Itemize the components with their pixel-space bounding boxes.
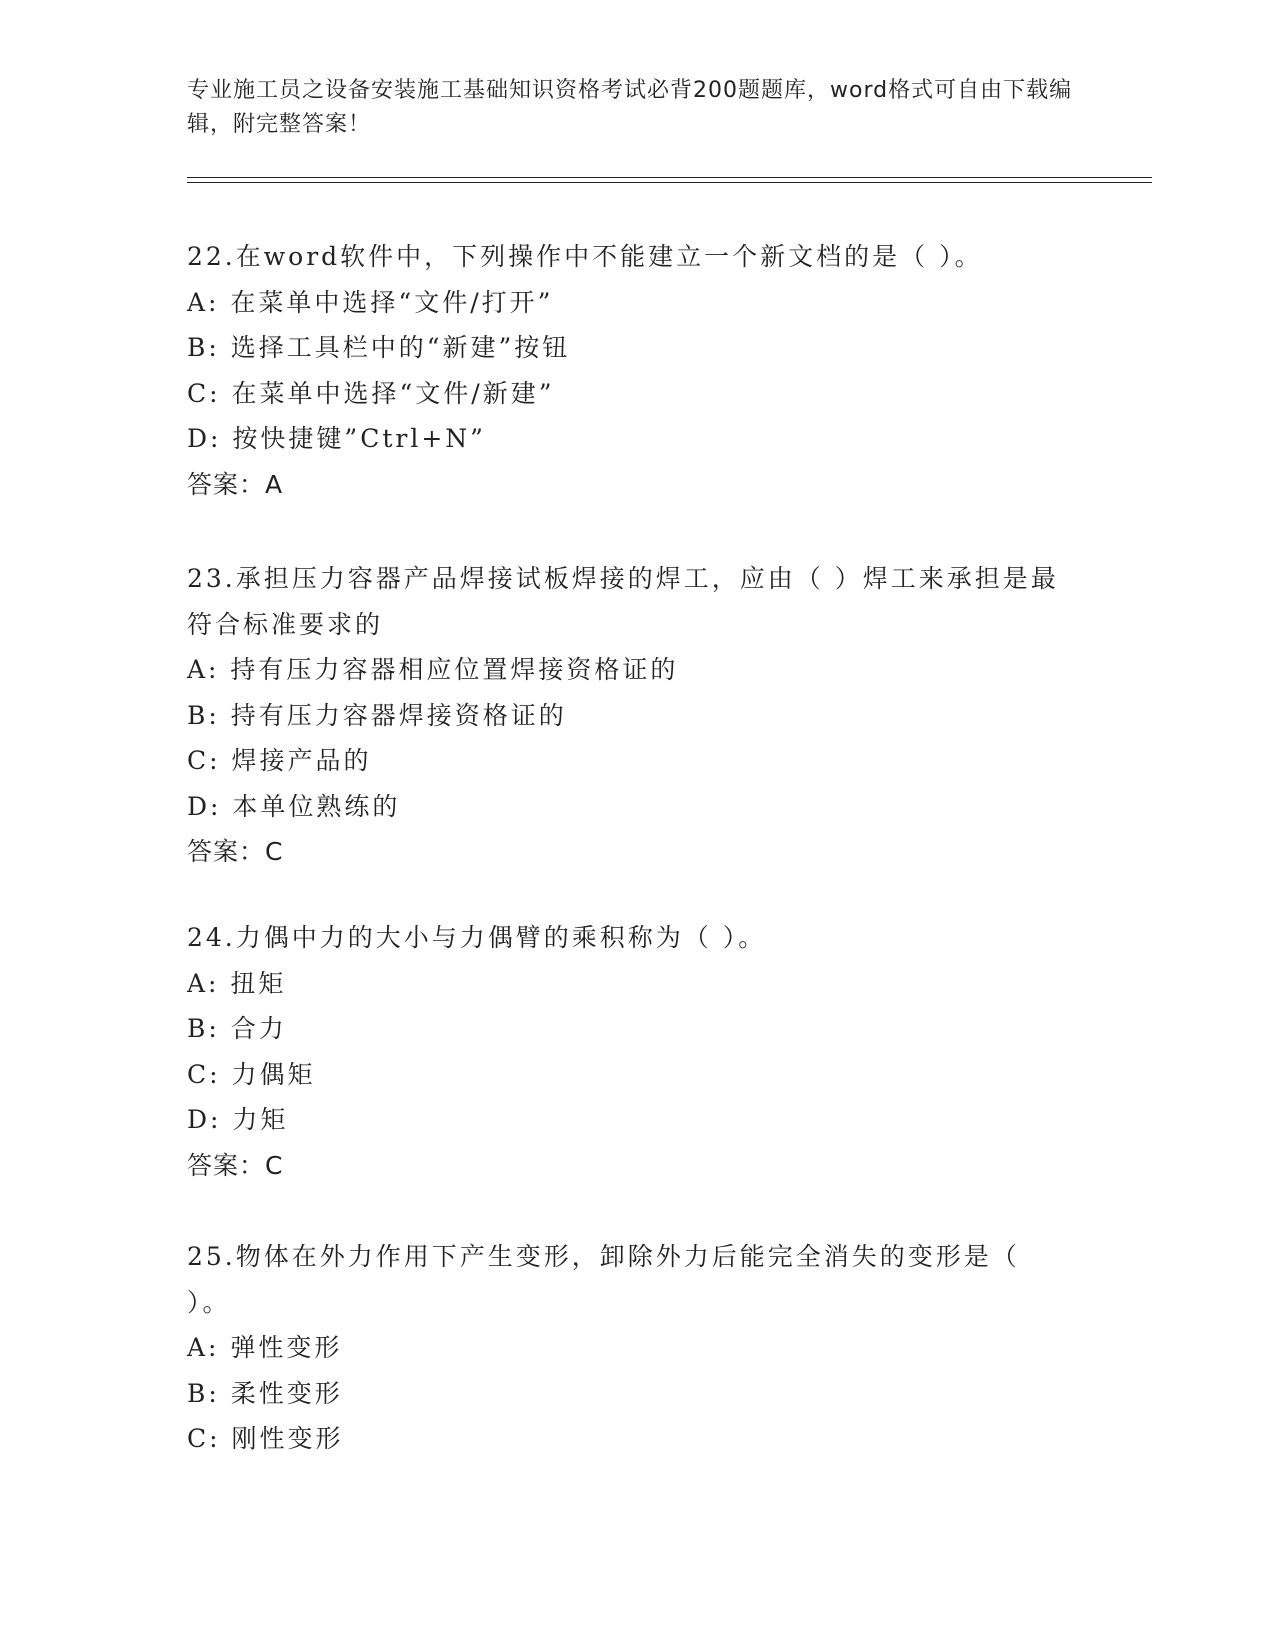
- option-b: B: 选择工具栏中的“新建”按钮: [187, 333, 571, 362]
- option-c: C: 焊接产品的: [187, 746, 372, 775]
- question-stem: 24.力偶中力的大小与力偶臂的乘积称为（ ）。: [187, 923, 767, 952]
- question-23: [187, 556, 1067, 875]
- option-c: C: 刚性变形: [187, 1424, 344, 1453]
- option-d: D: 力矩: [187, 1105, 289, 1134]
- option-b: B: 合力: [187, 1014, 287, 1043]
- option-a: A: 持有压力容器相应位置焊接资格证的: [187, 655, 679, 684]
- option-c: C: 在菜单中选择“文件/新建”: [187, 378, 555, 408]
- header-divider-bottom: [187, 182, 1152, 183]
- question-stem: 25.物体在外力作用下产生变形，卸除外力后能完全消失的变形是（ ）。: [187, 1242, 1020, 1317]
- answer: 答案：C: [187, 837, 284, 866]
- question-24: [187, 915, 1067, 1188]
- answer: 答案：C: [187, 1150, 284, 1180]
- question-22: [187, 234, 1067, 507]
- option-a: A: 弹性变形: [187, 1333, 343, 1362]
- option-d: D: 本单位熟练的: [187, 791, 401, 821]
- question-stem: 23.承担压力容器产品焊接试板焊接的焊工，应由（ ）焊工来承担是最符合标准要求的: [187, 564, 1059, 639]
- answer: 答案：A: [187, 469, 284, 499]
- question-25: [187, 1234, 1067, 1462]
- option-a: A: 在菜单中选择“文件/打开”: [187, 287, 554, 317]
- option-a: A: 扭矩: [187, 968, 287, 998]
- option-b: B: 柔性变形: [187, 1378, 343, 1408]
- document-header: 专业施工员之设备安装施工基础知识资格考试必背200题题库，word格式可自由下载编辑，附完整答案！: [187, 78, 1073, 137]
- option-b: B: 持有压力容器焊接资格证的: [187, 700, 567, 730]
- option-d: D: 按快捷键”Ctrl+N”: [187, 424, 486, 453]
- option-c: C: 力偶矩: [187, 1059, 316, 1089]
- header-divider-top: [187, 177, 1152, 178]
- question-stem: 22.在word软件中，下列操作中不能建立一个新文档的是（ ）。: [187, 242, 983, 271]
